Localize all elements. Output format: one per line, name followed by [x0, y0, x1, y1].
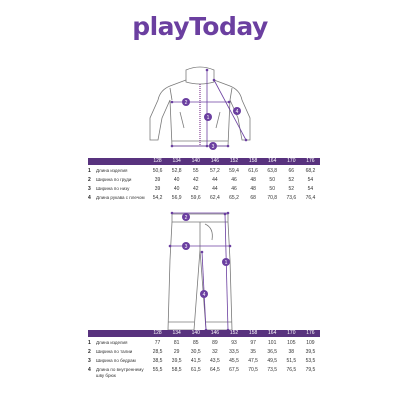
pants-marker-1: [222, 258, 230, 266]
table-cell: 68,2: [305, 168, 316, 174]
size-header-cell: 128: [153, 330, 162, 336]
jacket-marker-1: [204, 113, 212, 121]
table-cell: 35: [250, 349, 256, 355]
size-header-cell: 152: [229, 330, 239, 336]
size-header-cell: 158: [248, 330, 258, 336]
size-header-cell: 176: [306, 158, 315, 164]
svg-text:1: 1: [206, 115, 210, 121]
table-cell: 44: [212, 177, 218, 183]
size-header-cell: 146: [210, 330, 220, 336]
table-cell: 38,5: [152, 358, 163, 364]
table-cell: 32: [212, 349, 218, 355]
row-label: Длина изделия: [96, 168, 128, 173]
table-cell: 50,6: [152, 168, 163, 174]
table-row: [88, 358, 320, 364]
table-cell: 73,5: [267, 367, 278, 373]
pants-drawing: [168, 214, 232, 330]
svg-text:1: 1: [224, 260, 228, 266]
table-row: [88, 367, 320, 378]
size-header-cell: 170: [287, 330, 296, 336]
table-cell: 81: [173, 340, 180, 346]
table-cell: 52,8: [171, 168, 182, 174]
svg-text:2: 2: [184, 215, 188, 221]
table-row: [88, 195, 320, 201]
row-number: 1: [88, 340, 91, 346]
table-cell: 57,2: [210, 168, 220, 174]
size-header-cell: 134: [172, 158, 181, 164]
table-cell: 65,2: [229, 195, 239, 201]
size-header-cell: 140: [191, 330, 200, 336]
table-cell: 39,5: [305, 349, 316, 355]
table-cell: 109: [306, 340, 315, 346]
size-header-cell: 170: [287, 158, 296, 164]
size-header-cell: 146: [210, 158, 220, 164]
table-cell: 50: [269, 177, 275, 183]
table-cell: 46: [231, 186, 237, 192]
table-cell: 70,8: [267, 195, 278, 201]
size-header-cell: 164: [268, 158, 277, 164]
table-cell: 33,5: [229, 349, 239, 355]
table-cell: 79,5: [305, 367, 316, 373]
table-cell: 89: [212, 340, 218, 346]
table-cell: 68: [250, 195, 256, 201]
pants-marker-3: [182, 242, 190, 250]
svg-text:3: 3: [184, 244, 188, 250]
table-cell: 62,4: [210, 195, 220, 201]
table-cell: 55,5: [152, 367, 163, 373]
table-cell: 76,5: [286, 367, 297, 373]
table-cell: 59,6: [190, 195, 201, 201]
table-cell: 70,5: [248, 367, 258, 373]
table-cell: 36,5: [267, 349, 278, 355]
table-cell: 97: [250, 340, 256, 346]
table-cell: 40: [173, 177, 180, 183]
table-cell: 85: [192, 340, 199, 346]
table-cell: 47,5: [248, 358, 258, 364]
table-cell: 63,8: [267, 168, 278, 174]
jacket-marker-3: [209, 142, 217, 150]
pants-marker-4: [200, 290, 208, 298]
table-cell: 38: [288, 349, 295, 355]
size-header-cell: 158: [248, 158, 258, 164]
table-cell: 61,6: [248, 168, 258, 174]
pants-size-table: [88, 330, 320, 378]
table-cell: 53,5: [305, 358, 316, 364]
size-header-cell: 176: [306, 330, 315, 336]
table-cell: 39: [154, 177, 161, 183]
row-label: Ширина по бедрам: [96, 358, 136, 363]
row-number: 2: [88, 349, 91, 355]
table-cell: 39: [154, 186, 161, 192]
row-number: 3: [88, 358, 91, 364]
table-cell: 51,5: [286, 358, 297, 364]
table-cell: 59,4: [229, 168, 239, 174]
svg-text:4: 4: [235, 109, 239, 115]
row-number: 4: [88, 195, 91, 201]
table-cell: 54,2: [152, 195, 163, 201]
table-cell: 52: [288, 177, 295, 183]
table-row: [88, 177, 320, 183]
row-number: 4: [88, 367, 91, 373]
row-number: 2: [88, 177, 91, 183]
table-cell: 39,5: [171, 358, 182, 364]
table-cell: 48: [250, 177, 256, 183]
table-cell: 67,5: [229, 367, 239, 373]
table-cell: 50: [269, 186, 275, 192]
size-header-cell: 134: [172, 330, 181, 336]
table-cell: 48: [250, 186, 256, 192]
table-cell: 55: [192, 168, 199, 174]
jacket-marker-2: [182, 98, 190, 106]
table-cell: 40: [173, 186, 180, 192]
table-cell: 29: [173, 349, 180, 355]
table-cell: 66: [288, 168, 295, 174]
table-cell: 42: [192, 186, 199, 192]
size-header-cell: 128: [153, 158, 162, 164]
table-row: [88, 168, 320, 174]
table-row: [88, 340, 320, 346]
table-cell: 44: [212, 186, 218, 192]
table-cell: 43,5: [210, 358, 220, 364]
row-number: 3: [88, 186, 91, 192]
table-cell: 42: [192, 177, 199, 183]
jacket-size-table: [88, 158, 320, 201]
table-cell: 56,9: [171, 195, 182, 201]
jacket-marker-4: [233, 107, 241, 115]
table-cell: 46: [231, 177, 237, 183]
row-label: Ширина по талии: [96, 349, 133, 354]
row-label: Длина рукава с плечом: [96, 195, 145, 200]
pants-size-header: [88, 330, 320, 337]
table-cell: 105: [287, 340, 296, 346]
table-cell: 76,4: [305, 195, 316, 201]
table-cell: 73,6: [286, 195, 297, 201]
table-cell: 28,5: [152, 349, 163, 355]
brand-logo: playToday: [132, 12, 268, 41]
svg-text:3: 3: [211, 144, 215, 150]
pants-marker-2: [182, 213, 190, 221]
table-cell: 58,5: [171, 367, 182, 373]
jacket-size-header: [88, 158, 320, 165]
row-number: 1: [88, 168, 91, 174]
svg-text:2: 2: [184, 100, 188, 106]
table-cell: 54: [307, 177, 314, 183]
row-label: Ширина по низу: [96, 186, 130, 191]
table-cell: 101: [268, 340, 277, 346]
size-header-cell: 152: [229, 158, 239, 164]
table-cell: 64,5: [210, 367, 220, 373]
row-label: Ширина по груди: [96, 177, 132, 182]
table-cell: 54: [307, 186, 314, 192]
table-cell: 77: [154, 340, 161, 346]
table-cell: 61,5: [190, 367, 201, 373]
table-cell: 93: [231, 340, 237, 346]
table-cell: 52: [288, 186, 295, 192]
row-label: Длина изделия: [96, 340, 128, 345]
size-header-cell: 164: [268, 330, 277, 336]
table-row: [88, 349, 320, 355]
table-row: [88, 186, 320, 192]
row-label: Длина по внутреннему шву брюк: [96, 367, 144, 378]
table-cell: 49,5: [267, 358, 278, 364]
table-cell: 45,5: [229, 358, 239, 364]
table-cell: 30,5: [190, 349, 201, 355]
svg-text:4: 4: [202, 292, 206, 298]
table-cell: 41,5: [190, 358, 201, 364]
size-header-cell: 140: [191, 158, 200, 164]
